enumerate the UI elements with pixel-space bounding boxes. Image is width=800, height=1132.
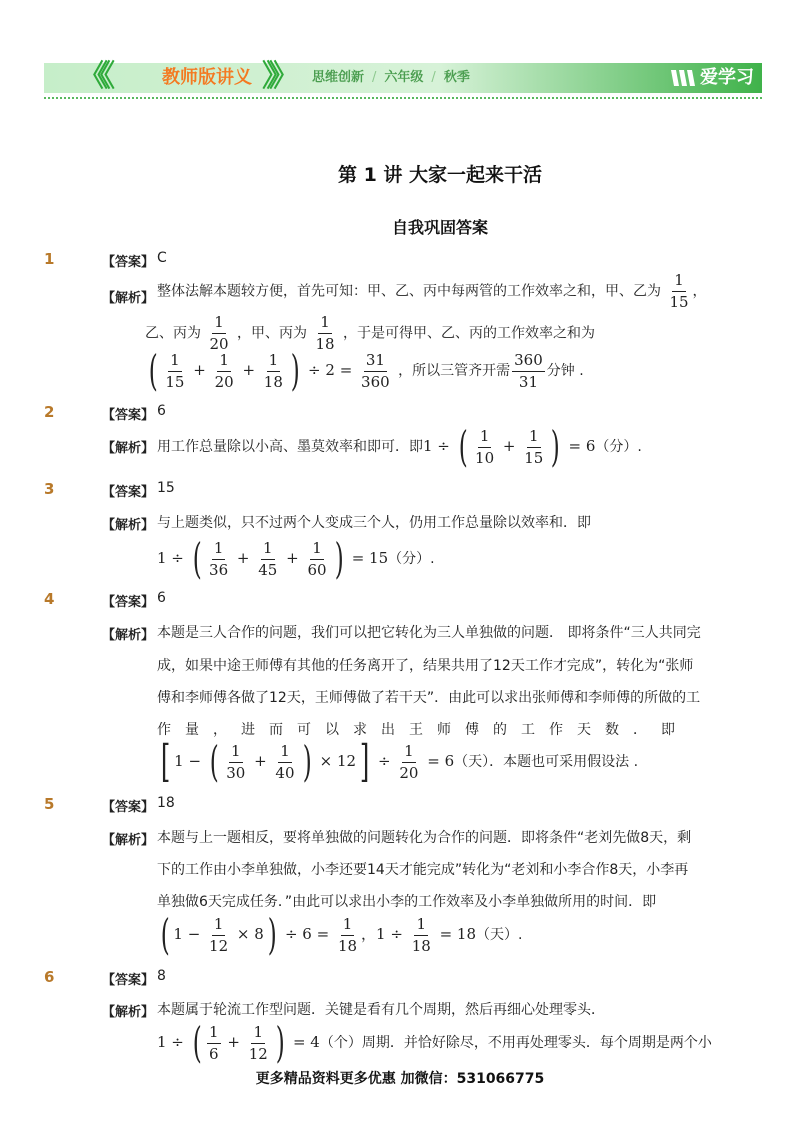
analysis-text: （分）. bbox=[388, 551, 435, 567]
question-number: 3 bbox=[44, 480, 55, 498]
question-number: 4 bbox=[44, 590, 55, 608]
analysis-label: 【解析】 bbox=[102, 628, 155, 643]
double-chevron-left-icon: 《《 bbox=[78, 59, 107, 94]
logo-mark-icon bbox=[670, 68, 696, 88]
analysis-label: 【解析】 bbox=[102, 1005, 155, 1020]
analysis-text: 分钟 . bbox=[546, 363, 584, 379]
fraction: $\frac{1}{18}$ bbox=[315, 313, 335, 353]
answer-label: 【答案】 bbox=[102, 800, 155, 815]
breadcrumb-item: 秋季 bbox=[443, 70, 470, 85]
answer-value: 15 bbox=[157, 480, 175, 496]
analysis-line: 整体法解本题较方便，首先可知：甲、乙、丙中每两管的工作效率之和，甲、乙为 $\frac{1}{15}$ ， bbox=[157, 271, 707, 311]
header-divider bbox=[44, 97, 762, 99]
analysis-text: 用工作总量除以小高、墨莫效率和即可．即 bbox=[157, 439, 423, 455]
analysis-line: 本题是三人合作的问题，我们可以把它转化为三人单独做的问题． 即将条件“三人共同完 bbox=[157, 625, 701, 641]
fraction: $\frac{1}{15}$ bbox=[669, 271, 689, 311]
math-formula: ( 1 − $\frac{1}{12}$ × 8) ÷ 6 = $\frac{1}{18}$ ，1 ÷ $\frac{1}{18}$ = 18（天）. bbox=[160, 910, 523, 959]
analysis-line: 傅和李师傅各做了12天，王师傅做了若干天”．由此可以求出张师傅和李师傅的所做的工 bbox=[157, 690, 701, 706]
answer-value: C bbox=[157, 250, 167, 266]
answer-value: 18 bbox=[157, 795, 175, 811]
answer-label: 【答案】 bbox=[102, 973, 155, 988]
analysis-label: 【解析】 bbox=[102, 833, 155, 848]
footer-promo: 更多精品资料更多优惠 加微信：531066775 bbox=[255, 1071, 545, 1087]
logo-text: 爱学习 bbox=[700, 67, 754, 88]
answer-label: 【答案】 bbox=[102, 255, 155, 270]
header-banner bbox=[44, 59, 762, 94]
analysis-text: ，所以三管齐开需 bbox=[398, 363, 511, 379]
analysis-text: （天）．本题也可采用假设法 . bbox=[454, 754, 639, 770]
breadcrumb-item: 思维创新 bbox=[312, 70, 365, 85]
analysis-line: 作量，进而可以求出王师傅的工作天数．即 bbox=[157, 722, 689, 738]
analysis-text: 乙、丙为 bbox=[145, 325, 201, 342]
lesson-title: 第 1 讲 大家一起来干活 bbox=[337, 164, 543, 186]
analysis-line: 用工作总量除以小高、墨莫效率和即可．即1 ÷ ( $\frac{1}{10}$ + $\frac{1}{15}$ ) = 6（分）. bbox=[157, 422, 642, 471]
answer-value: 8 bbox=[157, 968, 166, 984]
answer-label: 【答案】 bbox=[102, 485, 155, 500]
breadcrumb-item: 六年级 bbox=[384, 70, 424, 85]
analysis-text: 整体法解本题较方便，首先可知：甲、乙、丙中每两管的工作效率之和，甲、乙为 bbox=[157, 283, 661, 300]
answer-value: 6 bbox=[157, 590, 166, 606]
analysis-line: 本题属于轮流工作型问题．关键是看有几个周期，然后再细心处理零头． bbox=[157, 1002, 605, 1018]
analysis-line: 下的工作由小李单独做，小李还要14天才能完成”转化为“老刘和小李合作8天，小李再 bbox=[157, 862, 689, 878]
math-formula: 1 ÷ ( $\frac{1}{36}$ + $\frac{1}{45}$ + $\frac{1}{60}$ ) = 15（分）. bbox=[157, 534, 435, 583]
question-number: 1 bbox=[44, 250, 55, 268]
double-chevron-right-icon: 》》 bbox=[262, 59, 291, 94]
analysis-text: （个）周期．并恰好除尽，不用再处理零头．每个周期是两个小 bbox=[319, 1035, 712, 1051]
logo bbox=[670, 63, 754, 93]
question-number: 2 bbox=[44, 403, 55, 421]
question-number: 6 bbox=[44, 968, 55, 986]
analysis-label: 【解析】 bbox=[102, 518, 155, 533]
brand-title: 教师版讲义 bbox=[162, 67, 252, 88]
answer-label: 【答案】 bbox=[102, 408, 155, 423]
math-formula: ( $\frac{1}{15}$ + $\frac{1}{20}$ + $\frac{1}{18}$ ) ÷ 2 = $\frac{31}{360}$ ，所以三管齐开需 $\frac{360}{31}$ 分钟 . bbox=[148, 346, 584, 395]
analysis-text: （天）. bbox=[476, 927, 523, 943]
analysis-line bbox=[145, 314, 595, 353]
analysis-line: 单独做6天完成任务．”由此可以求出小李的工作效率及小李单独做所用的时间．即 bbox=[157, 894, 657, 910]
question-number: 5 bbox=[44, 795, 55, 813]
analysis-line: 成，如果中途王师傅有其他的任务离开了，结果共用了12天工作才完成”，转化为“张师 bbox=[157, 658, 694, 674]
analysis-label: 【解析】 bbox=[102, 441, 155, 456]
fraction: $\frac{1}{20}$ bbox=[209, 313, 229, 353]
math-formula: [ 1 − ( $\frac{1}{30}$ + $\frac{1}{40}$ ) × 12] ÷ $\frac{1}{20}$ = 6（天）．本题也可采用假设法 . bbox=[160, 736, 639, 787]
section-title: 自我巩固答案 bbox=[391, 218, 488, 237]
analysis-text: ，于是可得甲、乙、丙的工作效率之和为 bbox=[343, 325, 595, 342]
analysis-label: 【解析】 bbox=[102, 291, 155, 306]
analysis-line: 本题与上一题相反，要将单独做的问题转化为合作的问题．即将条件“老刘先做8天，剩 bbox=[157, 830, 692, 846]
answer-label: 【答案】 bbox=[102, 595, 155, 610]
answer-value: 6 bbox=[157, 403, 166, 419]
analysis-line: 与上题类似，只不过两个人变成三个人，仍用工作总量除以效率和．即 bbox=[157, 515, 591, 531]
math-formula: 1 ÷ ( $\frac{1}{6}$ + $\frac{1}{12}$ ) = 4（个）周期．并恰好除尽，不用再处理零头．每个周期是两个小 bbox=[157, 1018, 712, 1067]
breadcrumb: 思维创新 / 六年级 / 秋季 bbox=[312, 70, 470, 85]
analysis-text: （分）. bbox=[595, 439, 642, 455]
analysis-text: ，甲、丙为 bbox=[237, 325, 307, 342]
